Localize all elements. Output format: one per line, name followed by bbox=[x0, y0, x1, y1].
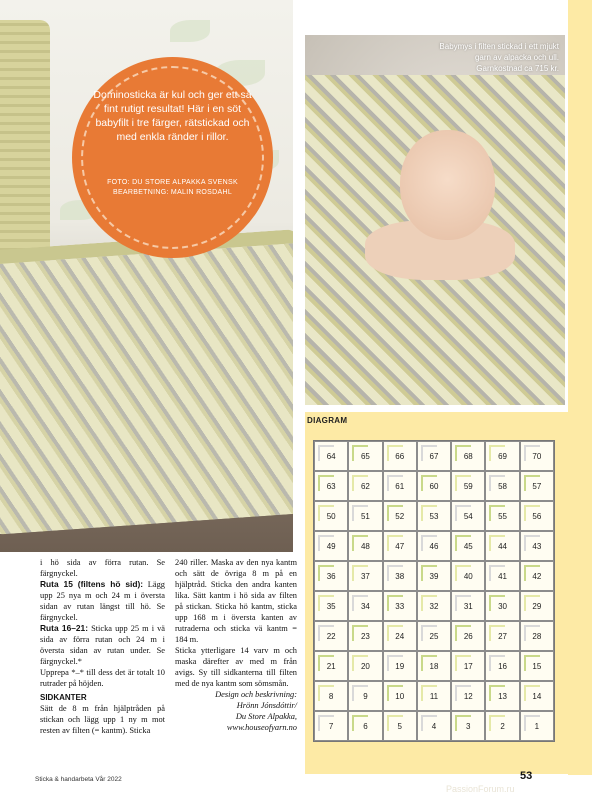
cell-number: 19 bbox=[395, 661, 405, 671]
cell-number: 69 bbox=[498, 451, 508, 461]
leaf-decoration bbox=[170, 20, 210, 42]
cell-number: 35 bbox=[326, 601, 336, 611]
cell-number: 7 bbox=[328, 721, 334, 731]
grid-cell bbox=[417, 471, 451, 501]
cell-number: 4 bbox=[431, 721, 437, 731]
grid-cell bbox=[314, 561, 348, 591]
cell-number: 65 bbox=[360, 451, 370, 461]
grid-cell bbox=[485, 561, 519, 591]
grid-cell bbox=[520, 441, 554, 471]
grid-cell bbox=[485, 711, 519, 741]
cell-number: 11 bbox=[429, 691, 439, 701]
cell-number: 50 bbox=[326, 511, 336, 521]
cell-number: 31 bbox=[463, 601, 473, 611]
cell-number: 9 bbox=[363, 691, 368, 701]
step-text: Lägg upp 25 nya m och 24 m i översta sidan av rutan längst till hö. Se färgnyckel. bbox=[40, 580, 165, 622]
grid-cell bbox=[383, 471, 417, 501]
cell-number: 58 bbox=[498, 481, 508, 491]
grid-cell bbox=[485, 471, 519, 501]
cell-number: 56 bbox=[532, 511, 542, 521]
page-number: 53 bbox=[520, 770, 533, 782]
cell-number: 24 bbox=[395, 631, 405, 641]
cell-number: 55 bbox=[498, 511, 508, 521]
grid-cell bbox=[451, 501, 485, 531]
grid-cell bbox=[383, 531, 417, 561]
photo-caption: Babymys i filten stickad i ett mjukt garn av alpacka och ull. Garnkostnad ca 715 kr. bbox=[439, 42, 559, 73]
grid-cell bbox=[348, 441, 382, 471]
grid-cell bbox=[520, 681, 554, 711]
grid-cell bbox=[348, 711, 382, 741]
grid-cell bbox=[451, 441, 485, 471]
grid-cell bbox=[383, 711, 417, 741]
grid-cell bbox=[417, 441, 451, 471]
grid-cell bbox=[383, 681, 417, 711]
grid-cell bbox=[383, 651, 417, 681]
grid-cell bbox=[451, 711, 485, 741]
grid-cell bbox=[314, 441, 348, 471]
cell-number: 13 bbox=[498, 691, 508, 701]
badge-text: Dominosticka är kul och ger ett så fint rutigt resultat! Här i en söt babyfilt i tre färger, rätstickad och med enkla ränder i rillor. bbox=[93, 89, 252, 143]
grid-cell bbox=[348, 561, 382, 591]
grid-cell bbox=[451, 471, 485, 501]
grid-cell bbox=[348, 591, 382, 621]
grid-cell bbox=[520, 621, 554, 651]
cell-number: 10 bbox=[395, 691, 405, 701]
cell-number: 49 bbox=[326, 541, 336, 551]
grid-cell bbox=[520, 471, 554, 501]
cell-number: 61 bbox=[395, 481, 405, 491]
cell-number: 27 bbox=[498, 631, 508, 641]
watermark: PassionForum.ru bbox=[446, 784, 515, 794]
knitted-blanket bbox=[0, 229, 293, 535]
cell-number: 36 bbox=[326, 571, 336, 581]
cell-number: 45 bbox=[463, 541, 473, 551]
grid-cell bbox=[383, 441, 417, 471]
cell-number: 33 bbox=[395, 601, 405, 611]
grid-cell bbox=[451, 621, 485, 651]
grid-cell bbox=[417, 561, 451, 591]
grid-cell bbox=[383, 591, 417, 621]
diagram-title: DIAGRAM bbox=[307, 416, 348, 425]
cell-number: 26 bbox=[463, 631, 473, 641]
grid-cell bbox=[348, 621, 382, 651]
grid-cell bbox=[348, 651, 382, 681]
cell-number: 70 bbox=[532, 451, 542, 461]
cell-number: 46 bbox=[429, 541, 439, 551]
grid-cell bbox=[520, 711, 554, 741]
cell-number: 37 bbox=[360, 571, 370, 581]
step-text: Sticka upp 25 m i vä sida av förra rutan och 24 m i översta sidan av rutan under. Se färgnyckel.* bbox=[40, 624, 166, 666]
cell-number: 63 bbox=[326, 481, 336, 491]
grid-cell bbox=[417, 651, 451, 681]
grid-cell bbox=[314, 471, 348, 501]
cell-number: 59 bbox=[463, 481, 473, 491]
baby-photo bbox=[305, 35, 565, 405]
cell-number: 60 bbox=[429, 481, 439, 491]
cell-number: 17 bbox=[463, 661, 473, 671]
credit-line: Du Store Alpakka, bbox=[235, 712, 297, 721]
cell-number: 48 bbox=[360, 541, 370, 551]
cell-number: 14 bbox=[532, 691, 542, 701]
grid-cell bbox=[314, 501, 348, 531]
cell-number: 12 bbox=[463, 691, 473, 701]
grid-cell bbox=[348, 501, 382, 531]
grid-cell bbox=[520, 591, 554, 621]
cell-number: 29 bbox=[532, 601, 542, 611]
grid-cell bbox=[417, 681, 451, 711]
cell-number: 51 bbox=[360, 511, 370, 521]
paragraph: i hö sida av förra rutan. Se färgnyckel. bbox=[40, 558, 165, 578]
step-label: Ruta 15 (filtens hö sid): bbox=[40, 579, 144, 589]
grid-cell bbox=[383, 621, 417, 651]
grid-cell bbox=[314, 621, 348, 651]
grid-cell bbox=[485, 651, 519, 681]
magazine-footer: Sticka & handarbeta Vår 2022 bbox=[35, 776, 122, 783]
cell-number: 43 bbox=[532, 541, 542, 551]
cell-number: 41 bbox=[498, 571, 508, 581]
grid-cell bbox=[451, 561, 485, 591]
cell-number: 62 bbox=[360, 481, 370, 491]
cell-number: 3 bbox=[466, 721, 471, 731]
cell-number: 1 bbox=[534, 721, 540, 731]
credit-line: Design och beskrivning: bbox=[215, 690, 297, 699]
cell-number: 40 bbox=[463, 571, 473, 581]
cell-number: 57 bbox=[532, 481, 542, 491]
intro-badge bbox=[75, 60, 270, 255]
grid-cell bbox=[485, 621, 519, 651]
instructions-column-2 bbox=[175, 557, 297, 733]
cell-number: 68 bbox=[463, 451, 473, 461]
grid-cell bbox=[451, 651, 485, 681]
cell-number: 30 bbox=[498, 601, 508, 611]
grid-cell bbox=[314, 681, 348, 711]
grid-cell bbox=[348, 531, 382, 561]
instructions-column-1 bbox=[40, 557, 165, 736]
grid-cell bbox=[485, 501, 519, 531]
paragraph: 240 riller. Maska av den nya kantm och sätt de övriga 8 m på en hjälptråd. Sticka den andra kanten lika. Sätt kantm i hö sida av filten på stickan. Sticka hö kantm, sticka upp 168 m i översta kanten av rutraderna och sticka vä kantm = 184 m. bbox=[175, 558, 297, 644]
cell-number: 5 bbox=[397, 721, 402, 731]
grid-cell bbox=[485, 681, 519, 711]
cell-number: 47 bbox=[395, 541, 405, 551]
grid-cell bbox=[417, 531, 451, 561]
section-heading: SIDKANTER bbox=[40, 693, 87, 702]
cell-number: 28 bbox=[532, 631, 542, 641]
baby-face bbox=[400, 130, 495, 240]
paragraph bbox=[40, 623, 165, 667]
diagram-grid bbox=[313, 440, 555, 742]
cell-number: 34 bbox=[360, 601, 370, 611]
paragraph: Sätt de 8 m från hjälptråden på stickan och lägg upp 1 ny m mot resten av filten (= kantm). Sticka bbox=[40, 704, 165, 735]
grid-cell bbox=[383, 561, 417, 591]
cell-number: 8 bbox=[328, 691, 334, 701]
credit-link: www.houseofyarn.no bbox=[226, 723, 297, 732]
cell-number: 66 bbox=[395, 451, 405, 461]
cell-number: 6 bbox=[363, 721, 368, 731]
grid-cell bbox=[314, 531, 348, 561]
cell-number: 21 bbox=[326, 661, 336, 671]
grid-cell bbox=[417, 501, 451, 531]
credit-line: Hrönn Jónsdóttir/ bbox=[236, 701, 297, 710]
cell-number: 53 bbox=[429, 511, 439, 521]
cell-number: 25 bbox=[429, 631, 439, 641]
cell-number: 38 bbox=[395, 571, 405, 581]
cell-number: 20 bbox=[360, 661, 370, 671]
cell-number: 23 bbox=[360, 631, 370, 641]
grid-cell bbox=[314, 711, 348, 741]
grid-cell bbox=[348, 681, 382, 711]
paragraph: Sticka ytterligare 14 varv m och maska därefter av med m från avigs. Sy till sidkanterna till filten med de nya kantm som sömsmån. bbox=[175, 646, 297, 688]
cell-number: 39 bbox=[429, 571, 439, 581]
grid-cell bbox=[451, 591, 485, 621]
grid-cell bbox=[451, 681, 485, 711]
cell-number: 22 bbox=[326, 631, 336, 641]
paragraph bbox=[40, 579, 165, 623]
grid-cell bbox=[417, 621, 451, 651]
side-strip bbox=[568, 405, 592, 775]
cell-number: 15 bbox=[532, 661, 542, 671]
paragraph: Upprepa *–* till dess det är totalt 10 rutrader på höjden. bbox=[40, 668, 165, 688]
cell-number: 67 bbox=[429, 451, 439, 461]
grid-cell bbox=[520, 531, 554, 561]
cell-number: 44 bbox=[498, 541, 508, 551]
cell-number: 42 bbox=[532, 571, 542, 581]
grid-cell bbox=[520, 501, 554, 531]
grid-cell bbox=[348, 471, 382, 501]
cell-number: 64 bbox=[326, 451, 336, 461]
badge-credit: FOTO: DU STORE ALPAKKA SVENSK BEARBETNING: MALIN ROSDAHL bbox=[107, 179, 238, 196]
grid-cell bbox=[520, 651, 554, 681]
cell-number: 16 bbox=[498, 661, 508, 671]
grid-cell bbox=[314, 591, 348, 621]
cell-number: 18 bbox=[429, 661, 439, 671]
grid-cell bbox=[520, 561, 554, 591]
cell-number: 52 bbox=[395, 511, 405, 521]
step-label: Ruta 16–21: bbox=[40, 623, 88, 633]
cell-number: 32 bbox=[429, 601, 439, 611]
grid-cell bbox=[417, 591, 451, 621]
grid-cell bbox=[383, 501, 417, 531]
grid-cell bbox=[485, 591, 519, 621]
cell-number: 54 bbox=[463, 511, 473, 521]
grid-cell bbox=[314, 651, 348, 681]
grid-cell bbox=[485, 441, 519, 471]
grid-cell bbox=[485, 531, 519, 561]
side-strip bbox=[568, 0, 592, 405]
cell-number: 2 bbox=[500, 721, 505, 731]
grid-cell bbox=[451, 531, 485, 561]
grid-cell bbox=[417, 711, 451, 741]
